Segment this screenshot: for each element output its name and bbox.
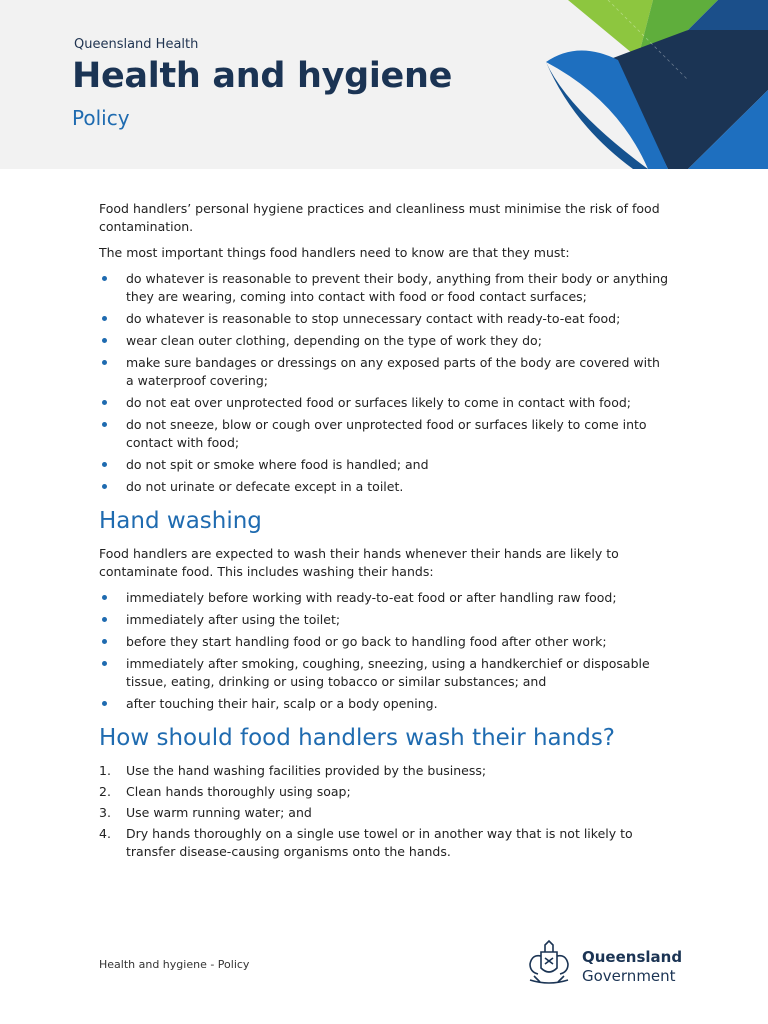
footer-doc-label: Health and hygiene - Policy <box>99 958 250 971</box>
list-item: immediately after smoking, coughing, sneezing, using a handkerchief or disposable tissue, eating, drinking or using tobacco or similar substances; and <box>99 655 669 691</box>
decorative-header-graphic <box>538 0 768 169</box>
bullet-icon <box>102 462 107 467</box>
hand-washing-paragraph: Food handlers are expected to wash their hands whenever their hands are likely to contaminate food. This includes washing their hands: <box>99 546 619 579</box>
hygiene-rules-list <box>99 270 669 496</box>
list-item: after touching their hair, scalp or a body opening. <box>99 695 669 713</box>
bullet-icon <box>102 400 107 405</box>
logo-wordmark-line1: Queensland <box>582 948 683 966</box>
list-item: 2. Clean hands thoroughly using soap; <box>99 784 351 799</box>
hand-washing-list <box>99 589 669 713</box>
page-title: Health and hygiene <box>72 56 453 96</box>
bullet-icon <box>102 617 107 622</box>
hand-washing-steps <box>99 762 669 861</box>
bullet-icon <box>102 661 107 666</box>
list-item: before they start handling food or go back to handling food after other work; <box>99 633 669 651</box>
bullet-icon <box>102 316 107 321</box>
section-heading-how-to-wash: How should food handlers wash their hands? <box>99 725 616 751</box>
list-item: 3. Use warm running water; and <box>99 805 312 820</box>
bullet-icon <box>102 360 107 365</box>
org-name: Queensland Health <box>74 37 199 52</box>
bullet-icon <box>102 639 107 644</box>
main-content <box>99 200 669 864</box>
list-item: 4. Dry hands thoroughly on a single use towel or in another way that is not likely to transfer disease-causing organisms onto the hands. <box>99 826 633 859</box>
list-item: do whatever is reasonable to stop unnecessary contact with ready-to-eat food; <box>99 310 669 328</box>
queensland-government-logo <box>524 938 684 992</box>
bullet-icon <box>102 276 107 281</box>
bullet-icon <box>102 484 107 489</box>
section-heading-hand-washing: Hand washing <box>99 508 262 534</box>
intro-lead-in: The most important things food handlers need to know are that they must: <box>99 245 570 260</box>
list-item: do not urinate or defecate except in a toilet. <box>99 478 669 496</box>
bullet-icon <box>102 595 107 600</box>
list-item: make sure bandages or dressings on any exposed parts of the body are covered with a waterproof covering; <box>99 354 669 390</box>
bullet-icon <box>102 701 107 706</box>
intro-paragraph: Food handlers’ personal hygiene practices and cleanliness must minimise the risk of food contamination. <box>99 201 660 234</box>
list-item: do not spit or smoke where food is handled; and <box>99 456 669 474</box>
list-item: immediately after using the toilet; <box>99 611 669 629</box>
bullet-icon <box>102 422 107 427</box>
list-item: do not eat over unprotected food or surfaces likely to come in contact with food; <box>99 394 669 412</box>
bullet-icon <box>102 338 107 343</box>
list-item: do whatever is reasonable to prevent their body, anything from their body or anything they are wearing, coming into contact with food or food contact surfaces; <box>99 270 669 306</box>
list-item: immediately before working with ready-to-eat food or after handling raw food; <box>99 589 669 607</box>
page-subtitle: Policy <box>72 106 130 130</box>
logo-wordmark-line2: Government <box>582 967 676 985</box>
list-item: wear clean outer clothing, depending on the type of work they do; <box>99 332 669 350</box>
list-item: 1. Use the hand washing facilities provided by the business; <box>99 763 487 778</box>
page-header <box>0 0 768 169</box>
coat-of-arms-icon <box>524 938 574 988</box>
list-item: do not sneeze, blow or cough over unprotected food or surfaces likely to come into contact with food; <box>99 416 669 452</box>
